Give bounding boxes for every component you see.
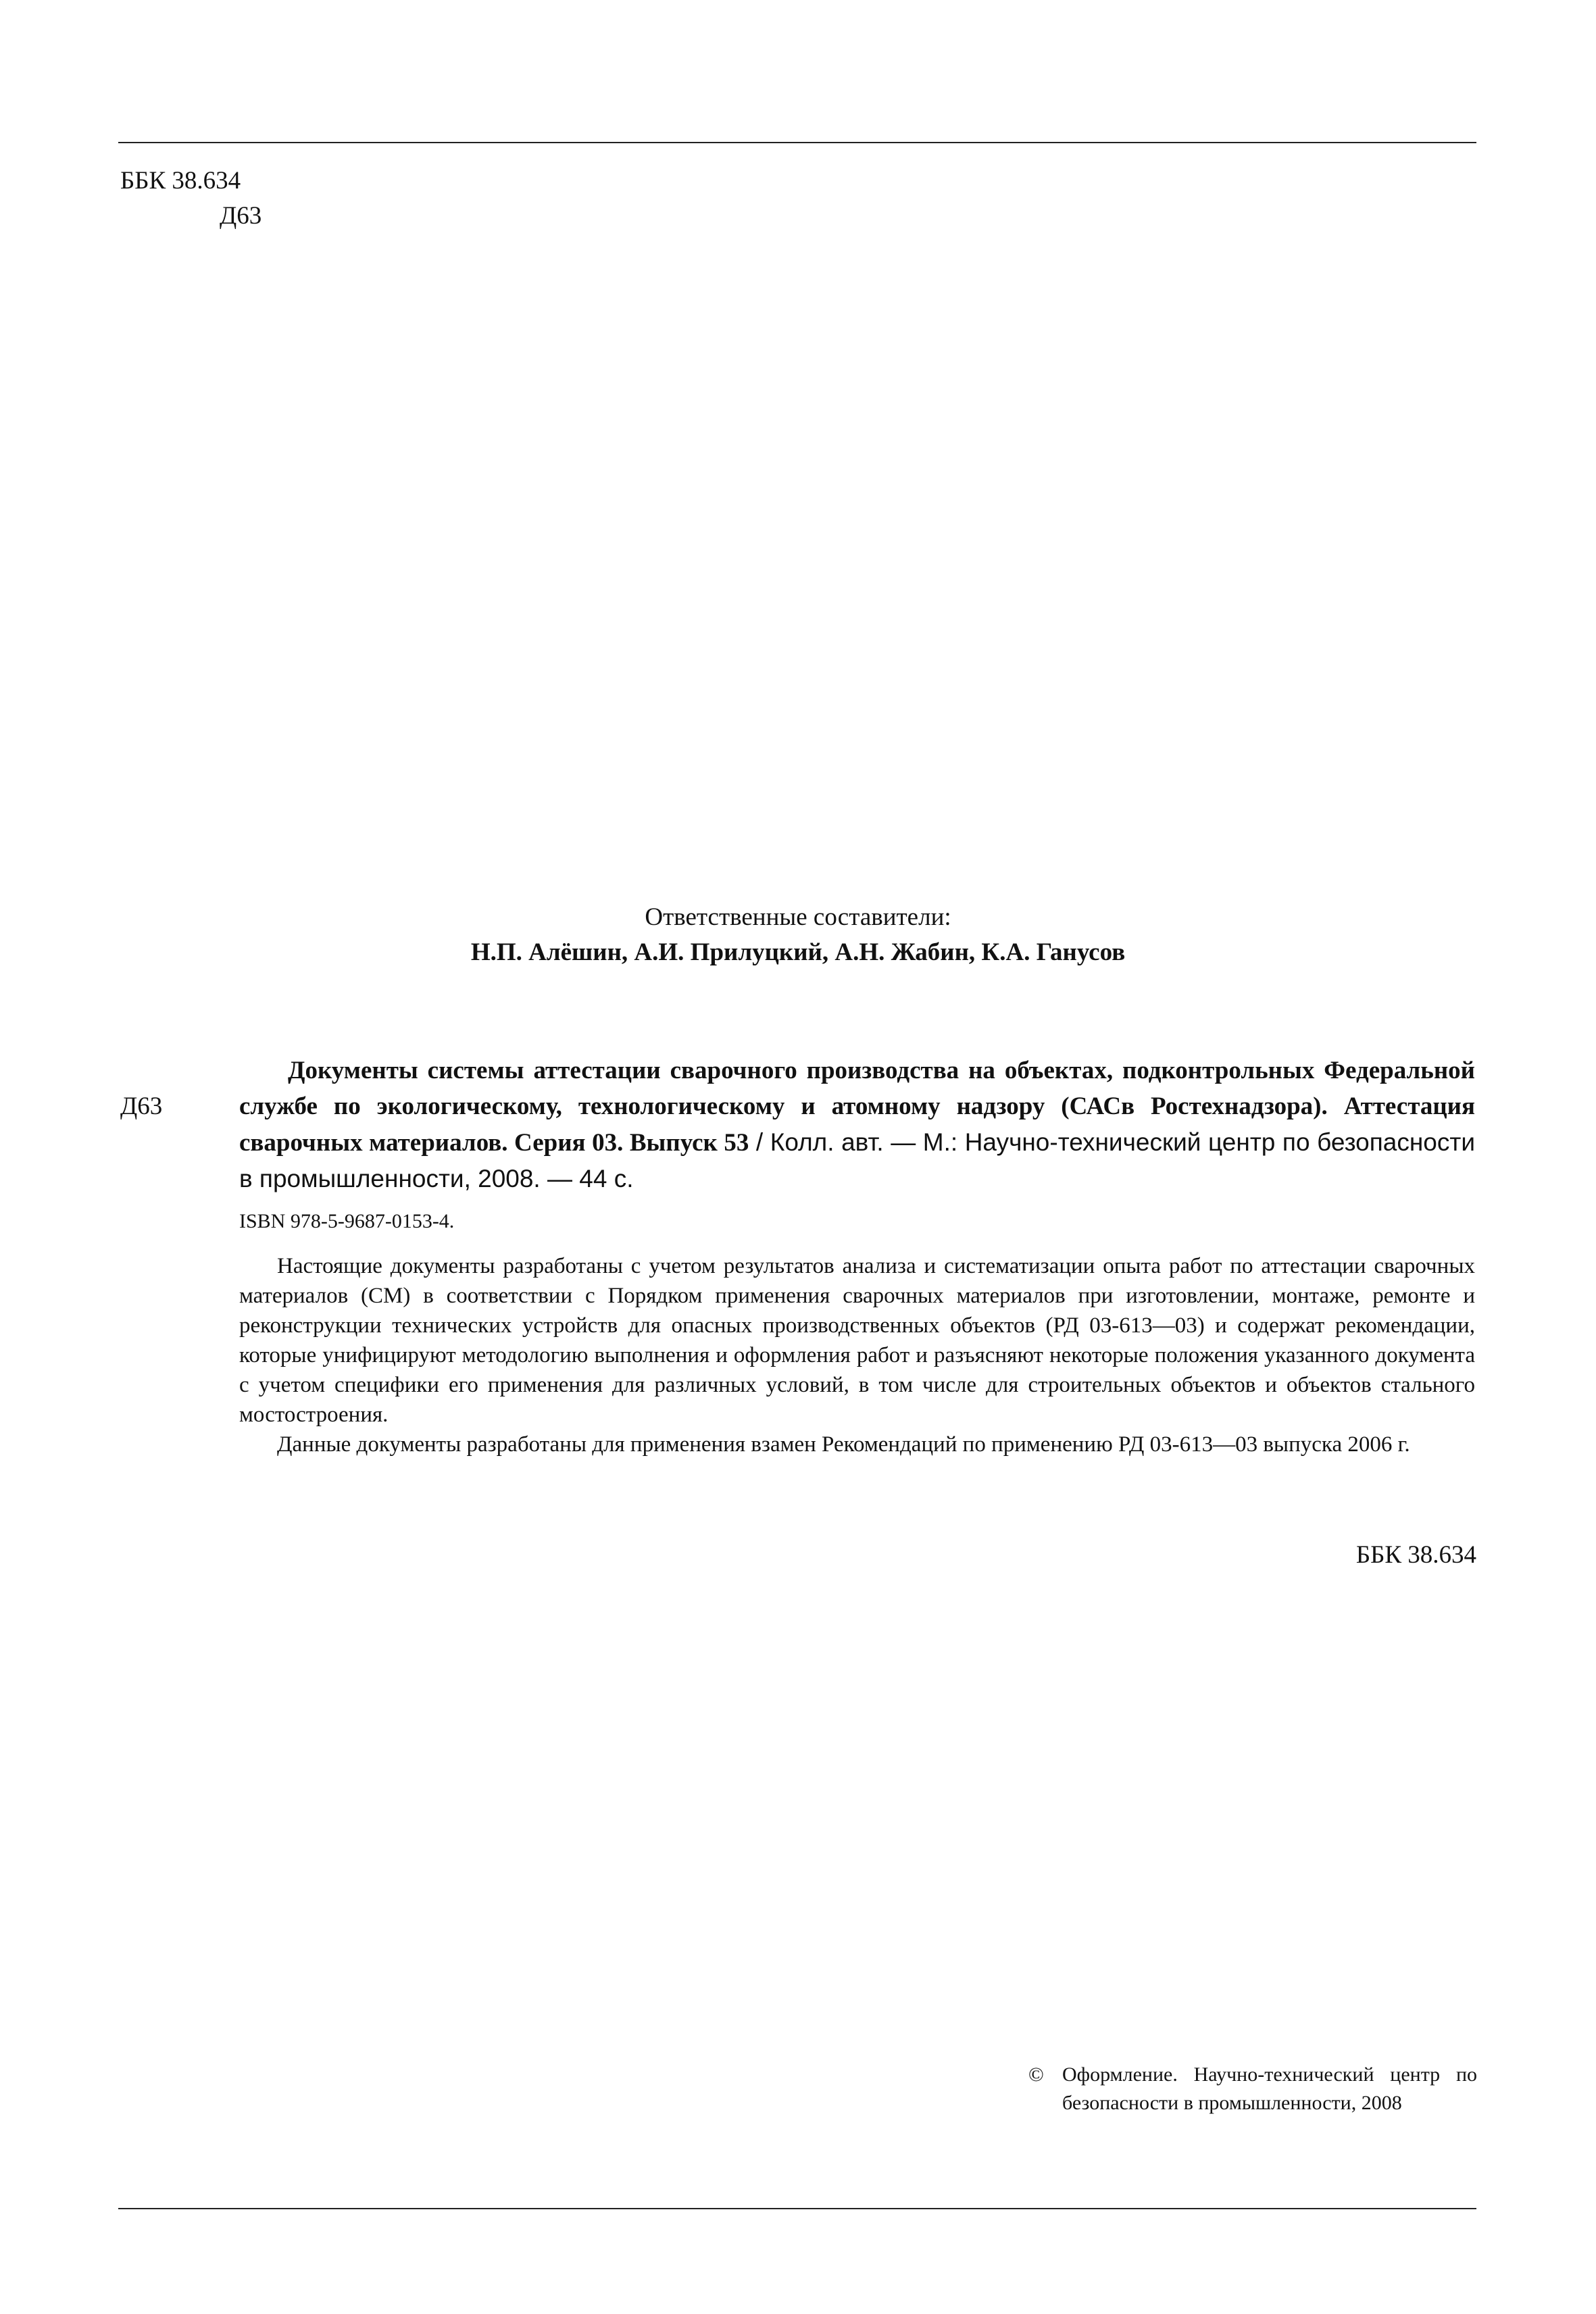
abstract (239, 1251, 1475, 1459)
citation-imprint: / Колл. авт. — М.: Научно-технический центр по безопасности в промышленности, 2008. — 44 с. (239, 1128, 1475, 1192)
abstract-paragraph-2: Данные документы разработаны для применения взамен Рекомендаций по применению РД 03-613—03 выпуска 2006 г. (277, 1432, 1410, 1457)
bbk-header-block (120, 164, 261, 234)
bbk-code: ББК 38.634 (120, 167, 241, 195)
isbn: ISBN 978-5-9687-0153-4. (239, 1210, 455, 1232)
citation-author-mark: Д63 (120, 1092, 163, 1120)
copyright-text: Оформление. Научно-технический центр по безопасности в промышленности, 2008 (1062, 2063, 1477, 2114)
copyright-icon: © (1028, 2063, 1044, 2086)
citation-title: Документы системы аттестации сварочного производства на объектах, подконтрольных Федеральной службе по экологическому, технологическому и атомному надзору (САСв Ростехнадзора). Аттестация сварочных материалов. Серия 03. Выпуск 53 (239, 1057, 1475, 1157)
top-divider (118, 142, 1476, 143)
compilers-heading: Ответственные составители: (645, 903, 951, 931)
author-mark: Д63 (220, 202, 262, 230)
bbk-footer-code: ББК 38.634 (1355, 1541, 1476, 1569)
compilers-block (0, 900, 1596, 970)
bibliographic-citation (239, 1053, 1475, 1197)
abstract-paragraph-1: Настоящие документы разработаны с учетом результатов анализа и систематизации опыта работ по аттестации сварочных материалов (СМ) в соответствии с Порядком применения сварочных материалов при изготовлении, монтаже, ремонте и реконструкции технических устройств для опасных производственных объектов (РД 03-613—03) и содержат рекомендации, которые унифицируют методологию выполнения и оформления работ и разъясняют некоторые положения указанного документа с учетом специфики его применения для различных условий, в том числе для строительных объектов и объектов стального мостостроения. (239, 1254, 1475, 1427)
bottom-divider (118, 2208, 1476, 2209)
copyright-block (1028, 2061, 1477, 2117)
compilers-names: Н.П. Алёшин, А.И. Прилуцкий, А.Н. Жабин, К.А. Ганусов (470, 938, 1126, 966)
